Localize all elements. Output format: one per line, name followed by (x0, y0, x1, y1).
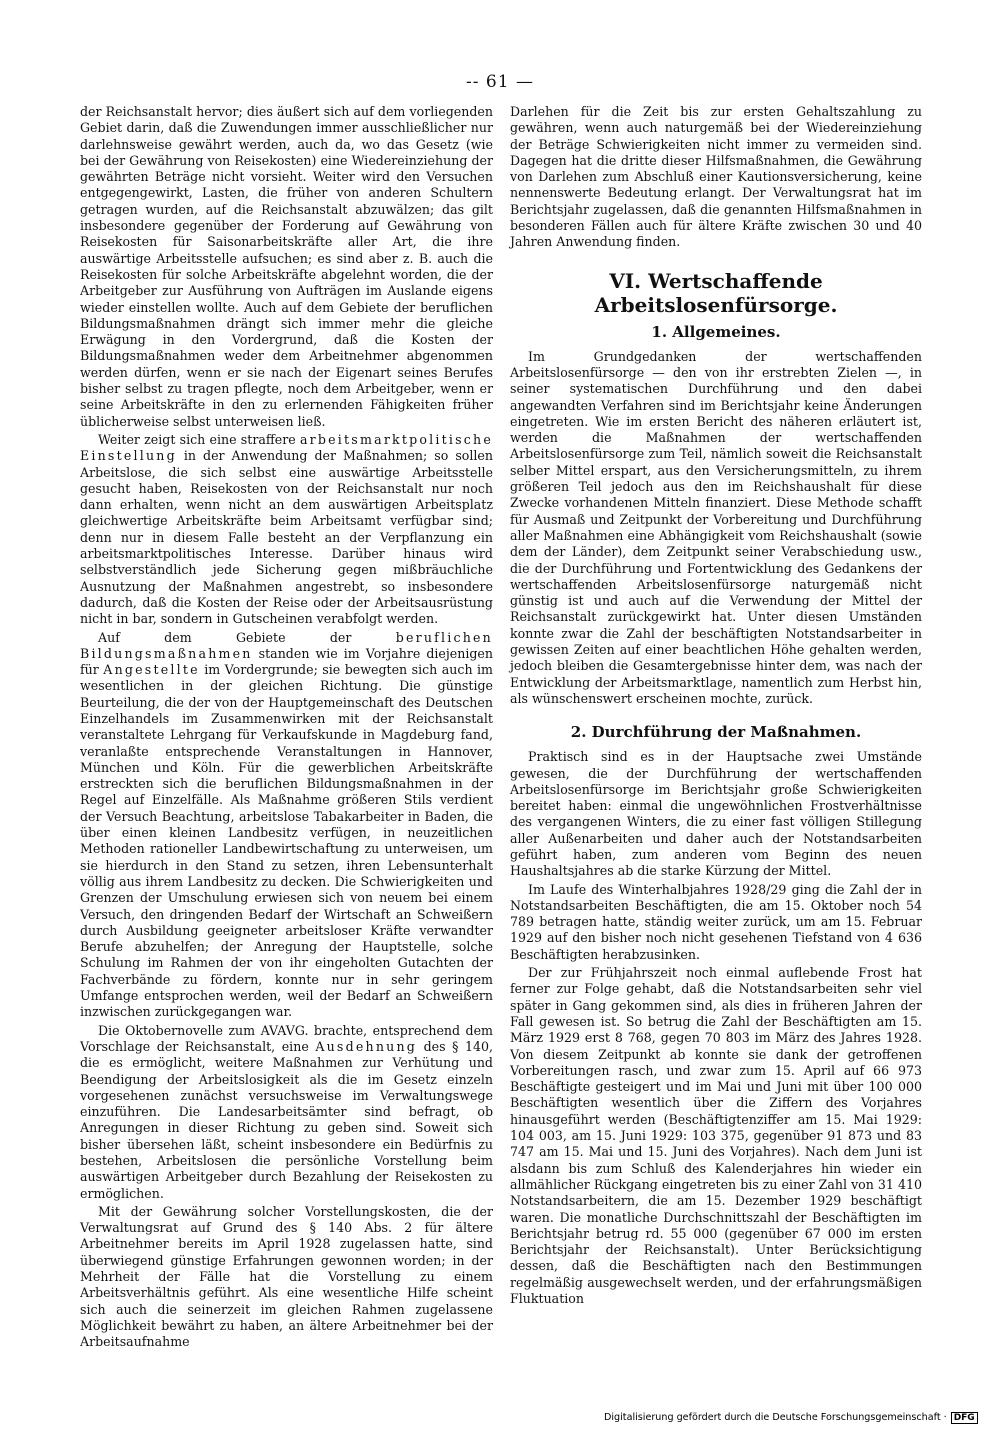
text-run: des § 140, die es ermöglicht, weitere Maßnahmen zur Verhütung und Beendigung der Arbeitslosigkeit als die im Gesetz einzeln vorgesehenen zunächst versuchsweise im Verwaltungswege einzuführen. Die Landesarbeitsämter sind befragt, ob Anregungen in dieser Richtung zu geben sind. Soweit sich bisher übersehen läßt, scheint insbesondere ein Bedürfnis zu bestehen, Arbeitslosen die persönliche Vorstellung beim auswärtigen Arbeitgeber durch Bezahlung der Reisekosten zu ermöglichen. (80, 1038, 493, 1201)
emphasized-text: beruflichen Bildungsmaßnahmen (80, 629, 493, 661)
paragraph (80, 1023, 493, 1202)
emphasized-text: Ausdehnung (315, 1038, 418, 1054)
paragraph (80, 432, 493, 628)
text-run: Auf dem Gebiete der (98, 629, 396, 645)
digitization-footer (604, 1412, 978, 1424)
paragraph: Im Grundgedanken der wertschaffenden Arbeitslosenfürsorge — den von ihr erstrebten Zielen —, in seiner systematischen Durchführung und den dabei angewandten Verfahren sind im Berichtsjahr keine Änderungen eingetreten. Wie im ersten Bericht des näheren erläutert ist, werden die Maßnahmen der wertschaffenden Arbeitslosenfürsorge zum Teil, nämlich soweit die Reichsanstalt selber Mittel erspart, aus den Versicherungsmitteln, zu ihrem größeren Teil jedoch aus den im Reichshaushalt für diese Zwecke vorhandenen Mitteln finanziert. Diese Methode schafft für Ausmaß und Zeitpunkt der Vorbereitung und Durchführung aller Maßnahmen eine Abhängigkeit vom Reichshaushalt (sowie dem der Länder), dem Zeitpunkt seiner Verabschiedung usw., die der Durchführung und Fortentwicklung des Gedankens der wertschaffenden Arbeitslosenfürsorge naturgemäß nicht günstig ist und auch auf die Verwendung der Mittel der Reichsanstalt zurückgewirkt hat. Unter diesen Umständen konnte zwar die Zahl der beschäftigten Notstandsarbeiter in gewissen Zeiten auf einer beachtlichen Höhe gehalten werden, jedoch bleiben die Gesamtergebnisse hinter dem, was nach der Entwicklung der Arbeitsmarktlage, namentlich zum Herbst hin, als wünschenswert erscheinen mochte, zurück. (510, 348, 922, 706)
paragraph: Praktisch sind es in der Hauptsache zwei Umstände gewesen, die der Durchführung der wertschaffenden Arbeitslosenfürsorge im Berichtsjahr große Schwierigkeiten bereitet haben: einmal die ungewöhnlichen Frostverhältnisse des vergangenen Winters, die zu einer fast völligen Stillegung aller Außenarbeiten und daher auch der Notstandsarbeiten geführt haben, zum anderen vom Beginn des neuen Haushaltsjahres ab die starke Kürzung der Mittel. (510, 749, 922, 879)
footer-text: Digitalisierung gefördert durch die Deutsche Forschungsgemeinschaft · (604, 1412, 947, 1423)
subsection-heading: 2. Durchführung der Maßnahmen. (570, 723, 862, 742)
emphasized-text: Angestellte (103, 662, 200, 678)
text-run: im Vordergrunde; sie bewegten sich auch im wesentlichen in der gleichen Richtung. Die günstige Beurteilung, die der von der Hauptgemeinschaft des Deutschen Einzelhandels im Zusammenwirken mit der Reichsanstalt veranstaltete Lehrgang für Verkaufskunde in Magdeburg fand, veranlaßte entsprechende Veranstaltungen in Hannover, München und Köln. Für die gewerblichen Arbeitskräfte erstreckten sich die beruflichen Bildungsmaßnahmen in der Regel auf Einzelfälle. Als Maßnahme größeren Stils verdient der Versuch Beachtung, arbeitslose Tabakarbeiter in Baden, die über einen kleinen Landbesitz verfügen, in neuzeitlichen Methoden rationeller Landbewirtschaftung zu unterweisen, um sie hierdurch in den Stand zu setzen, ihren Lebensunterhalt völlig aus ihrem Landbesitz zu decken. Die Schwierigkeiten und Grenzen der Umschulung erwiesen sich von neuem bei einem Versuch, den dringenden Bedarf der Wirtschaft an Schweißern durch Ausbildung geeigneter arbeitsloser Kräfte verwandter Berufe abzuhelfen; der Anregung der Hauptstelle, solche Schulung im Rahmen der von ihr eingeholten Gutachten der Fachverbände zu fördern, konnte nur in sehr geringem Umfange entsprochen werden, weil der Bedarf an Schweißern inzwischen zurückgegangen war. (80, 662, 493, 1020)
dfg-logo: DFG (951, 1412, 978, 1424)
page-number: -- 61 — (466, 72, 534, 92)
paragraph: Der zur Frühjahrszeit noch einmal auflebende Frost hat ferner zur Folge gehabt, daß die Notstandsarbeiten sehr viel später in Gang gekommen sind, als dies in früheren Jahren der Fall gewesen ist. So betrug die Zahl der Beschäftigten am 15. März 1929 erst 8 768, gegen 70 803 im März des Jahres 1928. Von diesem Zeitpunkt ab konnte sie dank der getroffenen Vorbereitungen rasch, und zwar zum 15. April auf 66 973 Beschäftigte gesteigert und im Mai und Juni mit über 100 000 Beschäftigten wesentlich über die Ziffern des Vorjahres hinausgeführt werden (Beschäftigtenziffer am 15. Mai 1929: 104 003, am 15. Juni 1929: 103 375, gegenüber 91 873 und 83 747 am 15. Mai und 15. Juni des Vorjahres). Nach dem Juni ist alsdann bis zum Schluß des Kalenderjahres hin wieder ein allmählicher Rückgang eingetreten bis zu einer Zahl von 31 410 Notstandsarbeitern, die am 15. Dezember 1929 beschäftigt waren. Die monatliche Durchschnittszahl der Beschäftigten im Berichtsjahr betrug rd. 55 000 (gegenüber 67 000 im ersten Berichtsjahr der Reichsanstalt). Unter Berücksichtigung dessen, daß die Beschäftigten nach den Bestimmungen regelmäßig ausgewechselt werden, und der erfahrungsmäßigen Fluktuation (510, 965, 922, 1306)
paragraph: Im Laufe des Winterhalbjahres 1928/29 ging die Zahl der in Notstandsarbeiten Beschäftigten, die am 15. Oktober noch 54 789 betragen hatte, ständig weiter zurück, um am 15. Februar 1929 auf den bisher noch nicht gesehenen Tiefstand von 4 636 Beschäftigten herabzusinken. (510, 881, 922, 962)
paragraph: Mit der Gewährung solcher Vorstellungskosten, die der Verwaltungsrat auf Grund des § 140 Abs. 2 für ältere Arbeitnehmer bereits im April 1928 zugelassen hatte, sind überwiegend günstige Erfahrungen gewonnen worden; in der Mehrheit der Fälle hat die Vorstellung zu einem Arbeitsverhältnis geführt. Als eine wesentliche Hilfe scheint sich auch die seinerzeit im gleichen Rahmen zugelassene Möglichkeit bewährt zu haben, an ältere Arbeitnehmer bei der Arbeitsaufnahme (80, 1203, 493, 1350)
left-column (80, 104, 493, 1353)
right-column (510, 104, 922, 1309)
paragraph: der Reichsanstalt hervor; dies äußert sich auf dem vorliegenden Gebiet darin, daß die Zuwendungen immer ausschließlicher nur darlehnsweise gewährt werden, auch da, wo das Gesetz (wie bei der Gewährung von Reisekosten) eine Wiedereinziehung der gewährten Beträge nicht vorsieht. Weiter wird den Versuchen entgegengewirkt, Lasten, die früher von anderen Schultern getragen wurden, auf die Reichsanstalt abzuwälzen; das gilt insbesondere gegenüber der Forderung auf Gewährung von Reisekosten für Saisonarbeitskräfte aller Art, die ihre auswärtige Arbeitsstelle aufsuchen; es sind aber z. B. auch die Reisekosten für solche Arbeitskräfte abgelehnt worden, die der Arbeitgeber zur Ausführung von Aufträgen im Auslande eigens wieder einstellen wollte. Auch auf dem Gebiete der beruflichen Bildungsmaßnahmen drängt sich immer mehr die gleiche Erwägung in den Vordergrund, daß die Kosten der Bildungsmaßnahmen weder dem Arbeitnehmer abgenommen werden dürfen, wenn er sie nach der Eigenart seines Berufes bisher selbst zu tragen pflegte, noch dem Arbeitgeber, wenn er seine Arbeitskräfte in den zu erlernenden Fähigkeiten früher üblicherweise selbst unterweisen ließ. (80, 104, 493, 429)
section-heading: VI. Wertschaffende Arbeitslosenfürsorge. (594, 268, 838, 317)
text-run: Weiter zeigt sich eine straffere (98, 431, 300, 447)
paragraph (80, 630, 493, 1021)
text-run: Die Oktobernovelle zum AVAVG. brachte, entsprechend dem Vorschlage der Reichsanstalt, eine (80, 1022, 493, 1054)
text-run: standen wie im Vorjahre diejenigen für (80, 645, 493, 678)
subsection-heading: 1. Allgemeines. (651, 322, 781, 341)
emphasized-text: arbeitsmarktpolitische Einstellung (80, 431, 493, 464)
text-run: in der Anwendung der Maßnahmen; so sollen Arbeitslose, die sich selbst eine auswärtige Arbeitsstelle gesucht haben, Reisekosten von der Reichsanstalt nur noch dann erhalten, wenn nicht an dem auswärtigen Arbeitsplatz gleichwertige Arbeitskräfte beim Arbeitsamt verfügbar sind; denn nur in diesem Falle besteht an der Verpflanzung ein arbeitsmarktpolitisches Interesse. Darüber hinaus wird selbstverständlich jede Sicherung gegen mißbräuchliche Ausnutzung der Maßnahmen angestrebt, so insbesondere dadurch, daß die Kosten der Reise oder der Arbeitsausrüstung nicht in bar, sondern in Gutscheinen verabfolgt werden. (80, 448, 493, 627)
paragraph: Darlehen für die Zeit bis zur ersten Gehaltszahlung zu gewähren, wenn auch naturgemäß bei der Wiedereinziehung der Beträge Schwierigkeiten nicht immer zu vermeiden sind. Dagegen hat die dritte dieser Hilfsmaßnahmen, die Gewährung von Darlehen zum Abschluß einer Kautionsversicherung, keine nennenswerte Bedeutung erlangt. Der Verwaltungsrat hat im Berichtsjahr zugelassen, daß die genannten Hilfsmaßnahmen in besonderen Fällen auch für ältere Kräfte zwischen 30 und 40 Jahren Anwendung finden. (510, 104, 922, 250)
